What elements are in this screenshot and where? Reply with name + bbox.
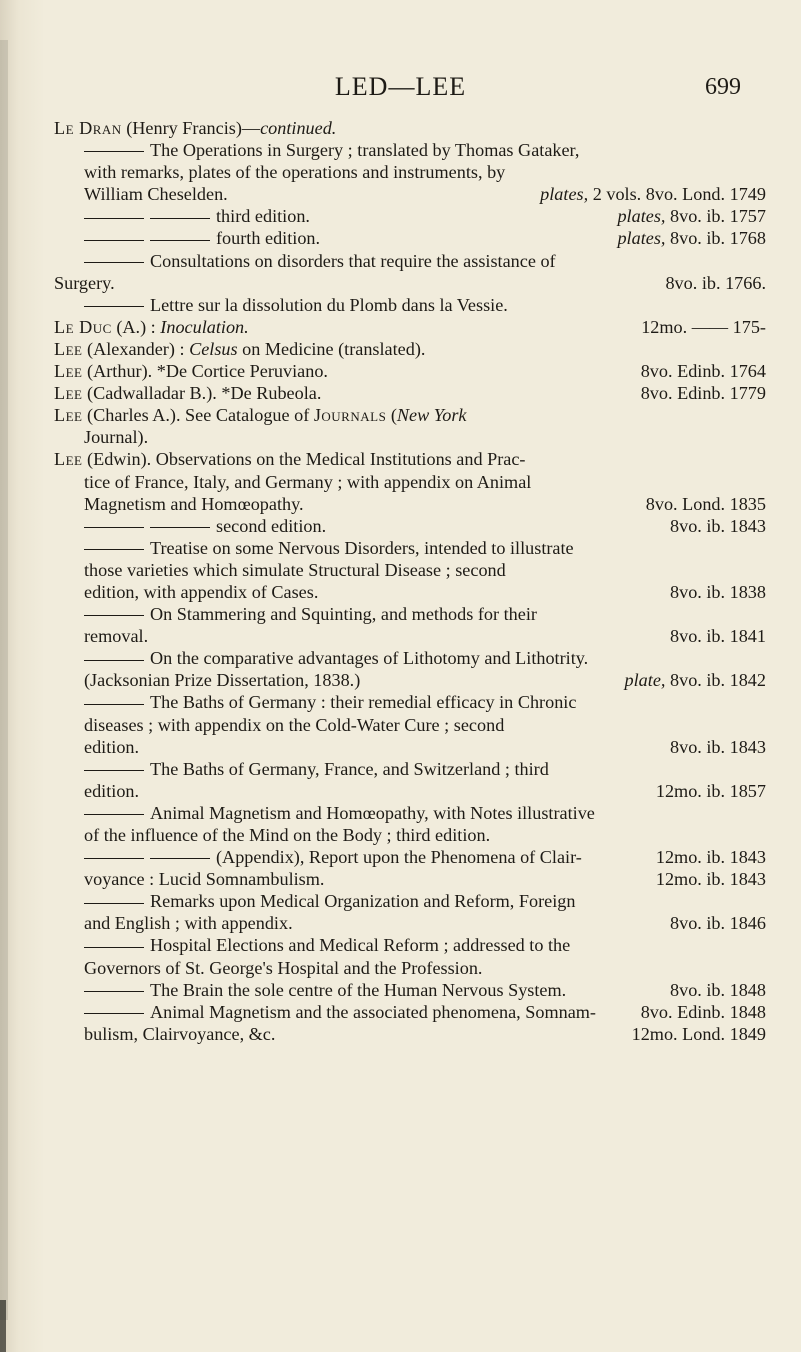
entry-ledran-operations: The Operations in Surgery ; translated by Thomas Gataker, with remarks, plates of the operations and instruments, by William Cheselden. plates, 2 vols. 8vo. Lond. 1749 — [84, 140, 766, 205]
entry-lee-edwin-baths-germany: The Baths of Germany : their remedial efficacy in Chronic diseases ; with appendix on the Cold-Water Cure ; second edition. 8vo. ib. 1843 — [84, 692, 766, 757]
entry-lee-edwin-lithotomy: On the comparative advantages of Lithotomy and Lithotrity. (Jacksonian Prize Dissertation, 1838.) plate, 8vo. ib. 1842 — [84, 648, 766, 691]
entry-lee-edwin-treatise: Treatise on some Nervous Disorders, intended to illustrate those varieties which simulate Structural Disease ; second edition, with appendix of Cases. 8vo. ib. 1838 — [84, 537, 766, 602]
ditto-dash — [84, 615, 144, 616]
ditto-dash — [84, 858, 144, 859]
entry-lee-edwin-animal-magnetism: Animal Magnetism and Homœopathy, with Notes illustrative of the influence of the Mind on the Body ; third edition. 12mo. ib. 1843 — [84, 802, 766, 868]
entry-lee-arthur: Lee (Arthur). *De Cortice Peruviano. 8vo. Edinb. 1764 — [54, 361, 766, 382]
entry-ledran-heading: Le Dran (Henry Francis)—continued. — [54, 118, 337, 138]
entry-ledran-third-edition: third edition. plates, 8vo. ib. 1757 — [54, 205, 766, 227]
ditto-dash — [84, 549, 144, 550]
page-number: 699 — [705, 74, 741, 100]
entry-ledran-consultations: Consultations on disorders that require the assistance of Surgery. 8vo. ib. 1766. — [54, 250, 766, 293]
entry-lee-edwin-stammering: On Stammering and Squinting, and methods for their removal. 8vo. ib. 1841 — [84, 604, 766, 647]
ditto-dash — [84, 218, 144, 219]
page-edge-dark — [0, 1300, 6, 1352]
author-name: Lee — [54, 338, 83, 359]
entry-lee-edwin-second-edition: second edition. 8vo. ib. 1843 — [54, 515, 766, 537]
ditto-dash — [84, 660, 144, 661]
ditto-dash — [150, 240, 210, 241]
ditto-dash — [84, 262, 144, 263]
author-name: Lee — [54, 383, 83, 404]
ditto-dash — [84, 704, 144, 705]
ditto-dash — [150, 527, 210, 528]
entry-lee-edwin-hospital: Hospital Elections and Medical Reform ; addressed to the Governors of St. George's Hospital and the Profession. 8vo. ib. 1848 — [84, 935, 766, 1000]
entry-lee-edwin-appendix: (Appendix), Report upon the Phenomena of Clair- voyance : Lucid Somnambulism. 12mo. ib. 1843 — [84, 847, 766, 890]
ditto-dash — [84, 1013, 144, 1014]
author-name: Lee — [54, 405, 83, 426]
entry-ledran-lettre: Lettre sur la dissolution du Plomb dans la Vessie. 12mo. —— 175- — [54, 294, 766, 316]
ditto-dash — [150, 858, 210, 859]
running-head: LED—LEE — [334, 72, 467, 101]
entry-leduc: Le Duc (A.) : Inoculation. — [54, 316, 249, 337]
ditto-dash — [84, 770, 144, 771]
catalogue-entries — [54, 117, 766, 1045]
entry-lee-edwin-remarks: Remarks upon Medical Organization and Reform, Foreign and English ; with appendix. 8vo. ib. 1846 — [84, 891, 766, 934]
page-edge-shadow — [0, 40, 8, 1320]
author-name: Lee — [54, 449, 83, 470]
ditto-dash — [84, 306, 144, 307]
ditto-dash — [84, 903, 144, 904]
ditto-dash — [84, 151, 144, 152]
ditto-dash — [84, 947, 144, 948]
entry-lee-charles: Lee (Charles A.). See Catalogue of Journals (New York Journal). — [54, 405, 467, 448]
page-header — [0, 72, 801, 106]
ditto-dash — [150, 218, 210, 219]
author-name: Lee — [54, 361, 83, 382]
ditto-dash — [84, 240, 144, 241]
author-name: Le Dran — [54, 118, 122, 138]
entry-lee-edwin-brain: The Brain the sole centre of the Human Nervous System. 8vo. Edinb. 1848 — [54, 979, 766, 1001]
ditto-dash — [84, 814, 144, 815]
entry-lee-edwin-baths-france: The Baths of Germany, France, and Switzerland ; third edition. 12mo. ib. 1857 — [84, 758, 766, 801]
entry-lee-cadwalladar: Lee (Cadwalladar B.). *De Rubeola. 8vo. Edinb. 1779 — [54, 383, 766, 404]
entry-lee-alexander: Lee (Alexander) : Celsus on Medicine (translated). — [54, 338, 426, 359]
ditto-dash — [84, 527, 144, 528]
entry-lee-edwin-somnambulism: Animal Magnetism and the associated phenomena, Somnam- bulism, Clairvoyance, &c. 12mo. Lond. 1849 — [84, 1001, 766, 1044]
entry-lee-edwin: Lee (Edwin). Observations on the Medical Institutions and Prac- tice of France, Italy, and Germany ; with appendix on Animal Magnetism and Homœopathy. 8vo. Lond. 1835 — [54, 449, 766, 514]
author-name: Le Duc — [54, 316, 112, 337]
entry-ledran-fourth-edition: fourth edition. plates, 8vo. ib. 1768 — [54, 227, 766, 249]
ditto-dash — [84, 991, 144, 992]
